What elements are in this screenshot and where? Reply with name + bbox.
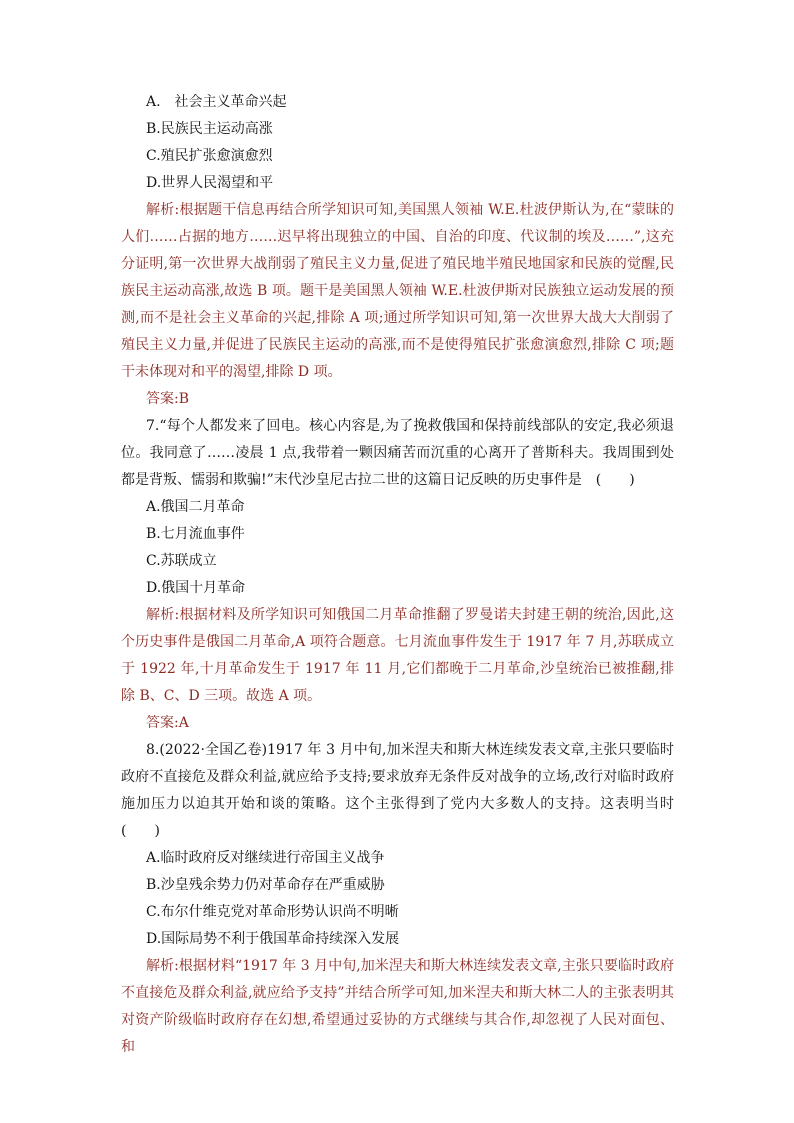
q8-option-a: A.临时政府反对继续进行帝国主义战争 <box>146 850 385 866</box>
q6-option-d: D.世界人民渴望和平 <box>146 175 274 191</box>
q7-option-a: A.俄国二月革命 <box>146 499 245 515</box>
q7-option-b: B.七月流血事件 <box>146 526 245 542</box>
q6-option-a: A. 社会主义革命兴起 <box>146 94 287 110</box>
q6-analysis-text: 根据题干信息再结合所学知识可知,美国黑人领袖 W.E.杜波伊斯认为,在“蒙昧的人们……占据的地方……迟早将出现独立的中国、自治的印度、代议制的埃及……”,这充分证明,第一次世界大战削弱了殖民主义力量,促进了殖民地半殖民地国家和民族的觉醒,民族民主运动高涨,故选 B 项。题干是美国黑人领袖 W.E.杜波伊斯对民族独立运动发展的预测,而不是社会主义革命的兴起,排除 A 项;通过所学知识可知,第一次世界大战大大削弱了殖民主义力量,并促进了民族民主运动的高涨,而不是使得殖民扩张愈演愈烈,排除 C 项;题干未体现对和平的渴望,排除 D 项。 <box>121 202 674 380</box>
q6-analysis-label: 解析: <box>146 202 180 218</box>
q7-answer <box>121 710 674 737</box>
q7-options <box>121 494 674 602</box>
q7-option-d: D.俄国十月革命 <box>146 580 246 596</box>
q6-options <box>121 89 674 197</box>
q6-answer-label: 答案: <box>146 391 179 407</box>
q6-analysis <box>121 197 674 386</box>
q7-stem: 7.“每个人都发来了回电。核心内容是,为了挽救俄国和保持前线部队的安定,我必须退位。我同意了……凌晨 1 点,我带着一颗因痛苦而沉重的心离开了普斯科夫。我周围到处都是背叛、懦弱和欺骗!”末代沙皇尼古拉二世的这篇日记反映的历史事件是 ( ) <box>121 418 674 488</box>
q6-answer <box>121 386 674 413</box>
q8-stem: 8.(2022·全国乙卷)1917 年 3 月中旬,加米涅夫和斯大林连续发表文章,主张只要临时政府不直接危及群众利益,就应给予支持;要求放弃无条件反对战争的立场,改行对临时政府施加压力以迫其开始和谈的策略。这个主张得到了党内大多数人的支持。这表明当时( ) <box>121 742 674 839</box>
q8-option-c: C.布尔什维克党对革命形势认识尚不明晰 <box>146 904 399 920</box>
q6-option-c: C.殖民扩张愈演愈烈 <box>146 148 273 164</box>
q7-analysis-text: 根据材料及所学知识可知俄国二月革命推翻了罗曼诺夫封建王朝的统治,因此,这个历史事件是俄国二月革命,A 项符合题意。七月流血事件发生于 1917 年 7 月,苏联成立于 1922 年,十月革命发生于 1917 年 11 月,它们都晚于二月革命,沙皇统治已被推翻,排除 B、C、D 三项。故选 A 项。 <box>121 607 674 704</box>
q7-option-c: C.苏联成立 <box>146 553 217 569</box>
q8-option-d: D.国际局势不利于俄国革命持续深入发展 <box>146 931 400 947</box>
q8-option-b: B.沙皇残余势力仍对革命存在严重威胁 <box>146 877 385 893</box>
q7-answer-label: 答案: <box>146 715 179 731</box>
q8-analysis-text: 根据材料“1917 年 3 月中旬,加米涅夫和斯大林连续发表文章,主张只要临时政府不直接危及群众利益,就应给予支持”并结合所学可知,加米涅夫和斯大林二人的主张表明其对资产阶级临时政府存在幻想,希望通过妥协的方式继续与其合作,却忽视了人民对面包、和 <box>121 958 674 1055</box>
q8-analysis <box>121 953 674 1061</box>
q7-answer-value: A <box>178 715 189 731</box>
q7-analysis-label: 解析: <box>146 607 180 623</box>
page-content <box>121 89 674 1061</box>
q8-analysis-label: 解析: <box>146 958 179 974</box>
q8-options <box>121 845 674 953</box>
q6-answer-value: B <box>178 391 190 407</box>
q6-option-b: B.民族民主运动高涨 <box>146 121 273 137</box>
q7-analysis <box>121 602 674 710</box>
